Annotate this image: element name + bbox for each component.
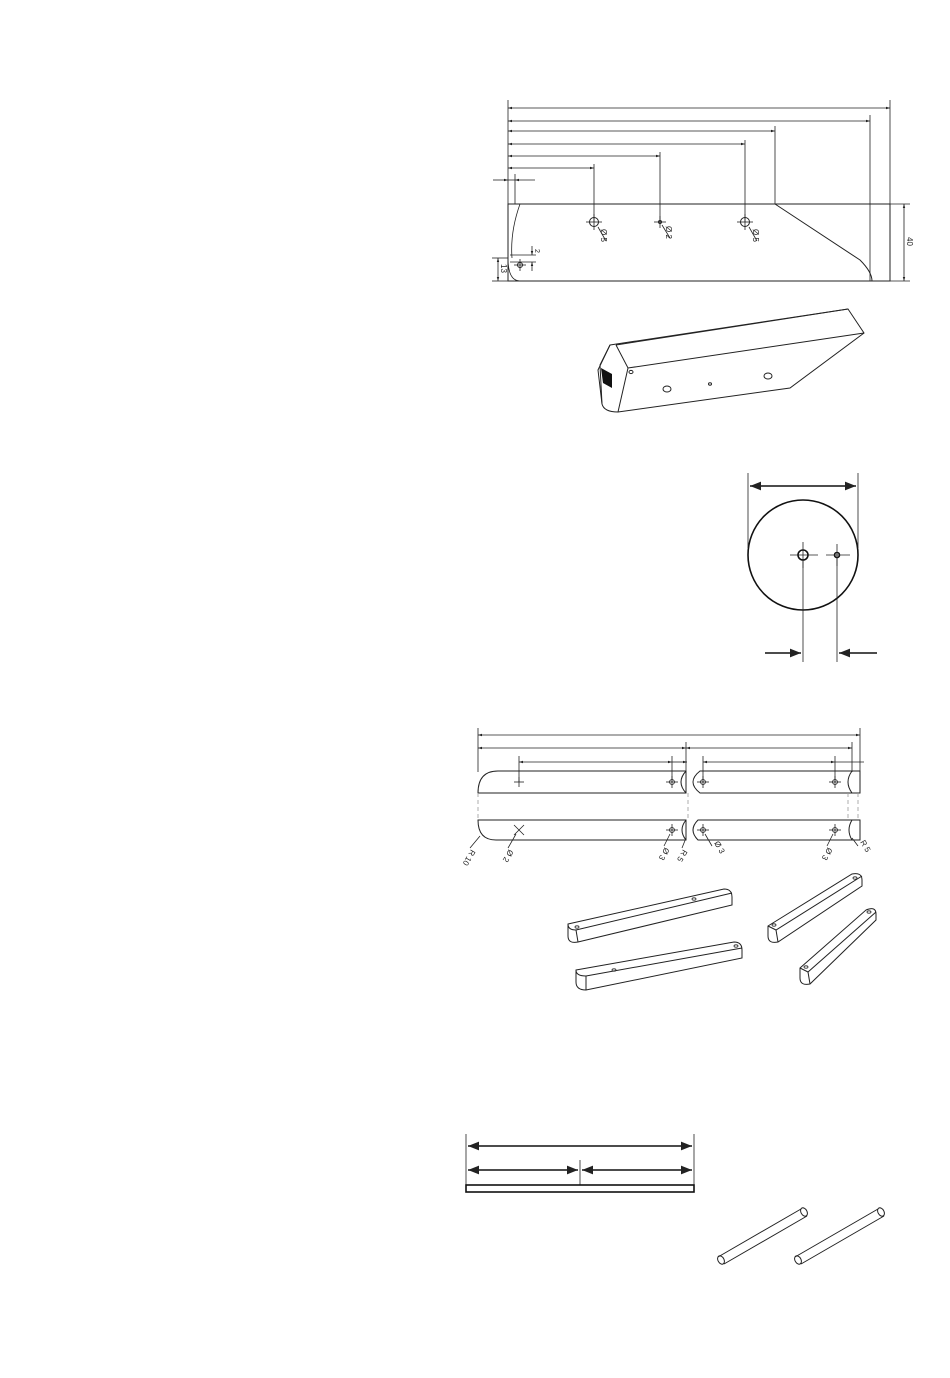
bars-isometric-view (568, 874, 876, 990)
hole-callouts (598, 225, 760, 242)
label-r5-a: R 5 (675, 848, 690, 864)
hole-label-left: Ø 5 (599, 229, 608, 242)
length-dimensions (493, 100, 890, 281)
small-offset-label: 2 (533, 249, 540, 253)
height-label: 40 (905, 237, 914, 246)
bars-dimensions (478, 728, 864, 782)
hole-label-right: Ø 5 (751, 229, 760, 242)
hole-label-mid: Ø 2 (664, 226, 673, 239)
edge-offset-dimensions (492, 246, 540, 281)
disc-drawing (748, 473, 877, 662)
label-d2: Ø 2 (500, 848, 516, 864)
label-d3-a: Ø 3 (656, 846, 672, 862)
bars-front-view (478, 820, 860, 840)
rods-isometric-view (716, 1207, 886, 1266)
label-r5-b: R 5 (858, 838, 873, 854)
bars-projection-lines (478, 793, 858, 820)
label-d3-b: Ø 3 (712, 839, 727, 856)
hole-markers (514, 214, 753, 271)
rod-drawing (466, 1134, 886, 1265)
bars-top-view (478, 771, 860, 793)
label-r10: R 10 (460, 848, 478, 868)
bars-callouts (461, 834, 873, 868)
label-d3-c: Ø 3 (819, 846, 835, 862)
rod-side-view (466, 1185, 694, 1192)
bracket-drawing (492, 100, 914, 281)
bottom-offset-label: 13 (499, 264, 508, 273)
height-dimension (890, 204, 914, 281)
bracket-isometric-view (598, 309, 864, 412)
bracket-front-view (508, 204, 890, 281)
bars-drawing (461, 728, 876, 990)
